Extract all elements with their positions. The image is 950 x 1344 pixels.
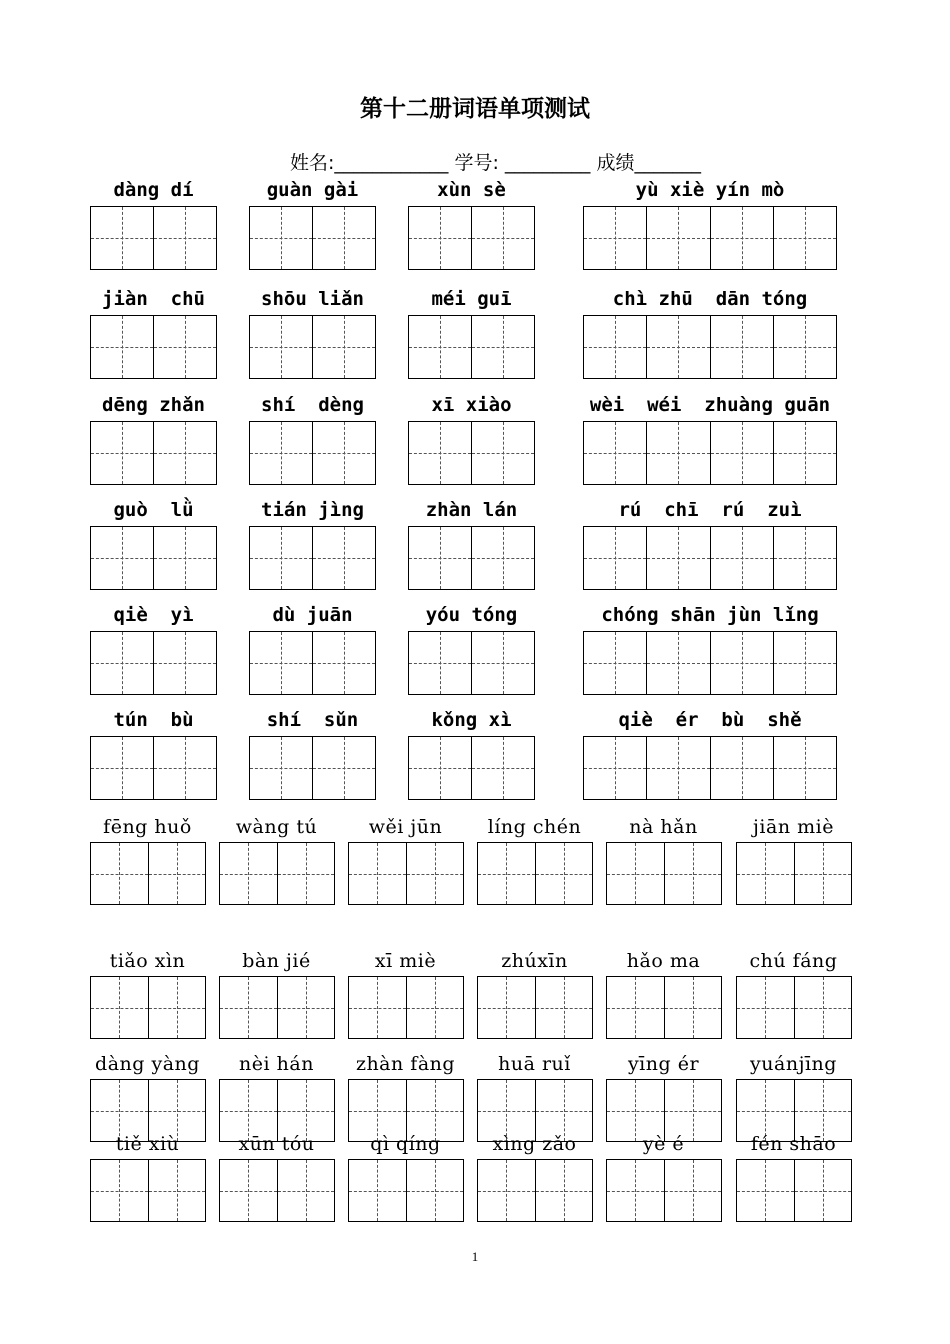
word-grid[interactable] [219,976,335,1039]
word-grid[interactable] [90,842,206,905]
word-grid[interactable] [583,421,837,485]
pinyin-label: guàn gài [266,179,359,201]
pinyin-label: rú chī rú zuì [618,499,802,521]
word-grid[interactable] [583,736,837,800]
writing-cell[interactable] [536,843,593,904]
writing-cell[interactable] [409,527,472,589]
writing-cell[interactable] [774,632,836,694]
writing-cell[interactable] [774,207,836,269]
writing-cell[interactable] [607,1080,665,1141]
writing-cell[interactable] [91,1080,149,1141]
pinyin-label: fén shāo [750,1133,837,1155]
pinyin-label: zhàn fàng [355,1053,456,1075]
writing-cell[interactable] [91,316,154,378]
pinyin-label: yù xiè yín mò [635,179,785,201]
writing-cell[interactable] [647,316,710,378]
writing-cell[interactable] [647,422,710,484]
writing-cell[interactable] [584,737,647,799]
word-grid[interactable] [249,526,376,590]
writing-cell[interactable] [91,207,154,269]
writing-cell[interactable] [313,632,375,694]
writing-cell[interactable] [478,1080,536,1141]
writing-cell[interactable] [711,737,774,799]
pinyin-label: nèi hán [239,1053,314,1075]
writing-cell[interactable] [472,527,534,589]
pinyin-label: yīng ér [627,1053,700,1075]
word-grid[interactable] [348,976,464,1039]
writing-cell[interactable] [250,422,313,484]
pinyin-label: xī xiào [431,394,512,416]
pinyin-label: yóu tóng [425,604,518,626]
word-grid[interactable] [408,206,535,270]
writing-cell[interactable] [795,1160,852,1221]
word-grid[interactable] [583,526,837,590]
word-grid[interactable] [408,736,535,800]
word-grid[interactable] [348,842,464,905]
word-grid[interactable] [90,315,217,379]
pinyin-label: xūn tóu [238,1133,315,1155]
word-grid[interactable] [249,315,376,379]
pinyin-label: xìng zǎo [492,1133,577,1155]
writing-cell[interactable] [349,1160,407,1221]
writing-cell[interactable] [737,1160,795,1221]
writing-cell[interactable] [584,422,647,484]
pinyin-label: jiān miè [753,816,834,838]
writing-cell[interactable] [407,977,464,1038]
writing-cell[interactable] [154,316,216,378]
word-grid[interactable] [90,421,217,485]
pinyin-label: shí dèng [261,394,364,416]
word-grid[interactable] [90,206,217,270]
writing-cell[interactable] [91,527,154,589]
writing-cell[interactable] [584,316,647,378]
writing-cell[interactable] [647,632,710,694]
word-grid[interactable] [736,1159,852,1222]
writing-cell[interactable] [250,316,313,378]
writing-cell[interactable] [774,422,836,484]
writing-cell[interactable] [349,843,407,904]
pinyin-label: dàng dí [113,179,194,201]
writing-cell[interactable] [774,316,836,378]
writing-cell[interactable] [472,316,534,378]
pinyin-label: wěi jūn [368,816,443,838]
writing-cell[interactable] [149,1080,206,1141]
writing-cell[interactable] [737,1080,795,1141]
word-grid[interactable] [408,526,535,590]
writing-cell[interactable] [478,1160,536,1221]
writing-cell[interactable] [149,1160,206,1221]
writing-cell[interactable] [409,422,472,484]
writing-cell[interactable] [665,1160,722,1221]
writing-cell[interactable] [409,316,472,378]
writing-cell[interactable] [91,632,154,694]
writing-cell[interactable] [647,207,710,269]
word-grid[interactable] [477,976,593,1039]
word-grid[interactable] [219,1159,335,1222]
pinyin-label: fēng huǒ [103,816,192,838]
writing-cell[interactable] [711,527,774,589]
pinyin-label: líng chén [487,816,582,838]
pinyin-label: jiàn chū [102,288,205,310]
page-title: 第十二册词语单项测试 [360,96,590,122]
writing-cell[interactable] [774,737,836,799]
pinyin-label: dù juān [272,604,353,626]
pinyin-label: chì zhū dān tóng [612,288,808,310]
writing-cell[interactable] [278,977,335,1038]
writing-cell[interactable] [472,422,534,484]
writing-cell[interactable] [220,843,278,904]
student-info-line [290,148,701,175]
pinyin-label: dēng zhǎn [102,394,205,416]
writing-cell[interactable] [154,632,216,694]
pinyin-label: tián jìng [261,499,364,521]
writing-cell[interactable] [536,1080,593,1141]
writing-cell[interactable] [154,422,216,484]
pinyin-label: yè é [642,1133,685,1155]
writing-cell[interactable] [584,632,647,694]
writing-cell[interactable] [220,1160,278,1221]
pinyin-label: chóng shān jùn lǐng [601,604,819,626]
writing-cell[interactable] [665,1080,722,1141]
word-grid[interactable] [90,736,217,800]
writing-cell[interactable] [349,977,407,1038]
name-blank[interactable]: ____________ [334,152,449,174]
writing-cell[interactable] [313,737,375,799]
writing-cell[interactable] [774,527,836,589]
word-grid[interactable] [606,842,722,905]
word-grid[interactable] [90,631,217,695]
writing-cell[interactable] [795,1080,852,1141]
pinyin-label: nà hǎn [629,816,698,838]
writing-cell[interactable] [313,207,375,269]
writing-cell[interactable] [91,977,149,1038]
writing-cell[interactable] [478,977,536,1038]
word-grid[interactable] [408,315,535,379]
writing-cell[interactable] [665,843,722,904]
writing-cell[interactable] [795,843,852,904]
pinyin-label: méi guī [431,288,512,310]
writing-cell[interactable] [278,843,335,904]
writing-cell[interactable] [250,737,313,799]
writing-cell[interactable] [711,422,774,484]
writing-cell[interactable] [584,207,647,269]
pinyin-label: tiě xiù [115,1133,180,1155]
word-grid[interactable] [606,1159,722,1222]
writing-cell[interactable] [407,1160,464,1221]
writing-cell[interactable] [647,737,710,799]
writing-cell[interactable] [711,207,774,269]
word-grid[interactable] [583,631,837,695]
word-grid[interactable] [736,976,852,1039]
writing-cell[interactable] [154,207,216,269]
writing-cell[interactable] [250,632,313,694]
writing-cell[interactable] [91,1160,149,1221]
writing-cell[interactable] [313,527,375,589]
score-blank[interactable]: _______ [634,152,701,174]
pinyin-label: xī miè [374,950,437,972]
student-id-label: 学号: [454,152,499,174]
writing-cell[interactable] [409,207,472,269]
pinyin-label: wàng tú [235,816,318,838]
pinyin-label: tún bù [113,709,194,731]
word-grid[interactable] [583,315,837,379]
writing-cell[interactable] [91,737,154,799]
pinyin-label: zhúxīn [501,950,568,972]
word-grid[interactable] [583,206,837,270]
word-grid[interactable] [90,526,217,590]
pinyin-label: qiè yì [113,604,194,626]
writing-cell[interactable] [250,527,313,589]
writing-cell[interactable] [278,1080,335,1141]
pinyin-label: shōu liǎn [261,288,364,310]
word-grid[interactable] [606,976,722,1039]
pinyin-label: hǎo ma [626,950,701,972]
writing-cell[interactable] [349,1080,407,1141]
writing-cell[interactable] [220,1080,278,1141]
word-grid[interactable] [736,842,852,905]
name-label: 姓名: [290,152,335,174]
pinyin-label: xùn sè [437,179,506,201]
writing-cell[interactable] [737,977,795,1038]
writing-cell[interactable] [607,1160,665,1221]
pinyin-label: huā ruǐ [498,1053,571,1075]
writing-cell[interactable] [478,843,536,904]
writing-cell[interactable] [149,977,206,1038]
writing-cell[interactable] [154,527,216,589]
word-grid[interactable] [408,631,535,695]
writing-cell[interactable] [407,843,464,904]
writing-cell[interactable] [536,1160,593,1221]
writing-cell[interactable] [607,843,665,904]
writing-cell[interactable] [472,207,534,269]
pinyin-label: zhàn lán [425,499,518,521]
word-grid[interactable] [90,1159,206,1222]
pinyin-label: bàn jié [242,950,311,972]
writing-cell[interactable] [407,1080,464,1141]
page-number: 1 [471,1249,479,1264]
word-grid[interactable] [477,1159,593,1222]
writing-cell[interactable] [737,843,795,904]
writing-cell[interactable] [409,632,472,694]
word-grid[interactable] [90,976,206,1039]
word-grid[interactable] [408,421,535,485]
writing-cell[interactable] [711,632,774,694]
writing-cell[interactable] [795,977,852,1038]
writing-cell[interactable] [91,422,154,484]
student-id-blank[interactable]: _________ [504,152,591,174]
writing-cell[interactable] [472,632,534,694]
pinyin-label: shí sǔn [266,709,359,731]
pinyin-label: yuánjīng [750,1053,837,1075]
writing-cell[interactable] [313,422,375,484]
word-grid[interactable] [249,736,376,800]
writing-cell[interactable] [665,977,722,1038]
pinyin-label: dàng yàng [95,1053,200,1075]
writing-cell[interactable] [711,316,774,378]
word-grid[interactable] [249,206,376,270]
word-grid[interactable] [348,1159,464,1222]
writing-cell[interactable] [278,1160,335,1221]
word-grid[interactable] [249,421,376,485]
writing-cell[interactable] [91,843,149,904]
writing-cell[interactable] [607,977,665,1038]
writing-cell[interactable] [584,527,647,589]
word-grid[interactable] [219,842,335,905]
pinyin-label: kǒng xì [431,709,512,731]
writing-cell[interactable] [154,737,216,799]
word-grid[interactable] [477,842,593,905]
pinyin-label: wèi wéi zhuàng guān [589,394,831,416]
score-label: 成绩 [596,152,635,174]
writing-cell[interactable] [536,977,593,1038]
writing-cell[interactable] [647,527,710,589]
pinyin-label: tiǎo xìn [109,950,186,972]
pinyin-label: guò lǜ [113,499,194,521]
pinyin-label: chú fáng [749,950,838,972]
writing-cell[interactable] [313,316,375,378]
writing-cell[interactable] [250,207,313,269]
writing-cell[interactable] [149,843,206,904]
pinyin-label: qì qíng [370,1133,441,1155]
writing-cell[interactable] [220,977,278,1038]
pinyin-label: qiè ér bù shě [618,709,802,731]
word-grid[interactable] [249,631,376,695]
writing-cell[interactable] [472,737,534,799]
writing-cell[interactable] [409,737,472,799]
